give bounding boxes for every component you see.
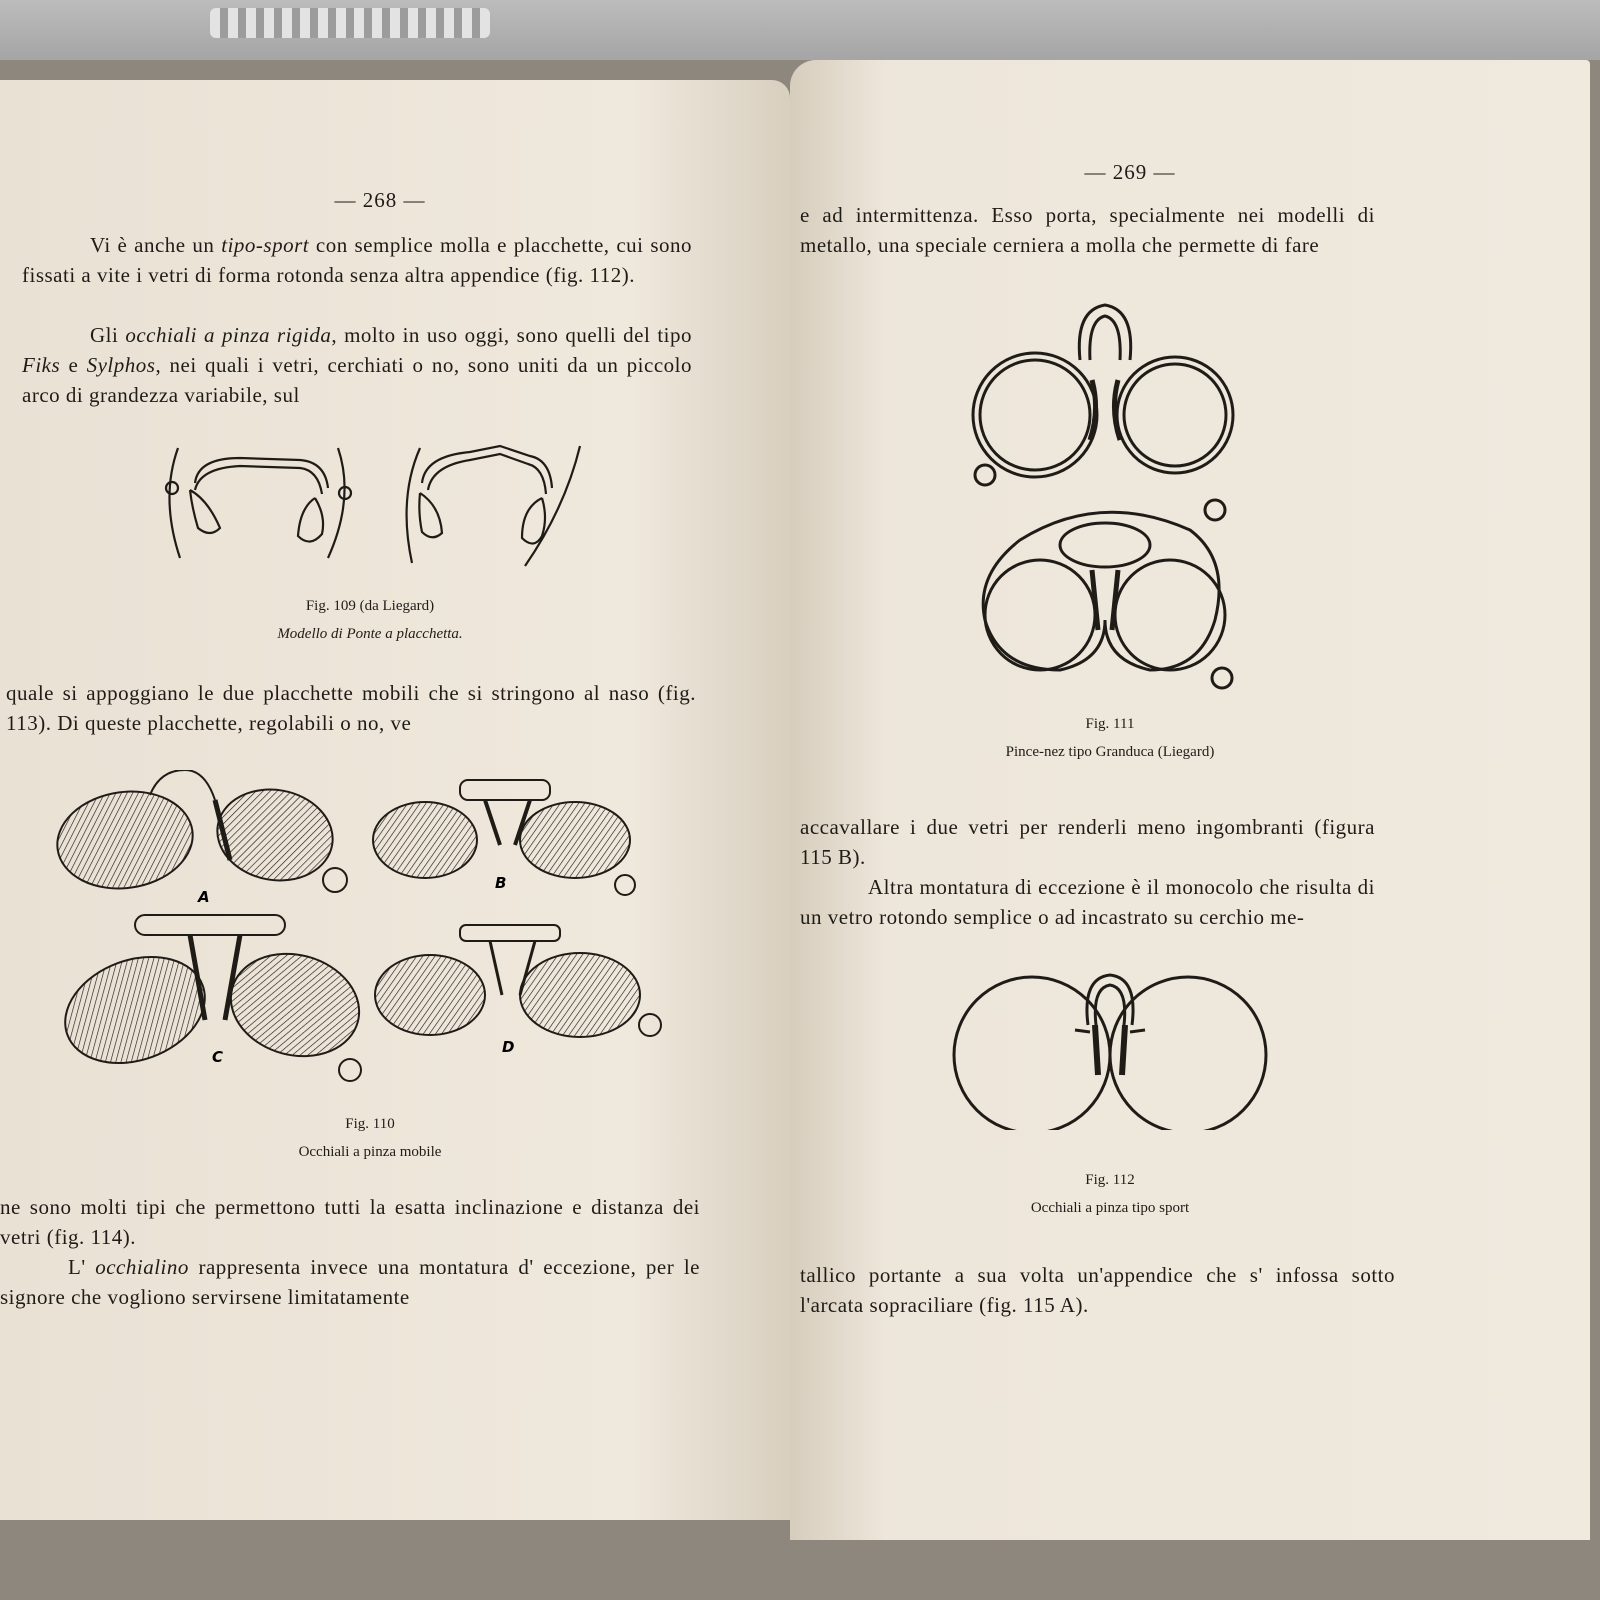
zipper-bag-background (0, 0, 1600, 60)
left-paragraph-5: L' occhialino rappresenta invece una montatura d' eccezione, per le signore che vogliono servirsene limitatamente (0, 1255, 700, 1309)
right-page (790, 60, 1590, 1540)
right-paragraph-4: tallico portante a sua volta un'appendice che s' infossa sotto l'arcata sopraciliare (fig. 115 A). (800, 1263, 1395, 1317)
figure-112-sport-pince-nez-illustration (950, 970, 1270, 1130)
right-paragraph-3: Altra montatura di eccezione è il monocolo che risulta di un vetro rotondo semplice o ad incastrato su cerchio me- (800, 875, 1375, 929)
figure-110-subcaption: Occhiali a pinza mobile (298, 1144, 442, 1160)
page-number-269: — 269 — (1084, 160, 1176, 184)
figure-110-label-a: A (198, 888, 210, 906)
left-paragraph-3: quale si appoggiano le due placchette mobili che si stringono al naso (fig. 113). Di queste placchette, regolabili o no, ve (6, 681, 696, 735)
figure-110-label-d: D (502, 1038, 515, 1056)
figure-112-subcaption: Occhiali a pinza tipo sport (1030, 1200, 1190, 1216)
figure-109-bridge-illustration (150, 438, 590, 588)
figure-110-label-b: B (495, 874, 507, 892)
figure-110-label-c: C (212, 1048, 224, 1066)
right-paragraph-1: e ad intermittenza. Esso porta, specialmente nei modelli di metallo, una speciale cerniera a molla che permette di fare (800, 203, 1375, 257)
page-number-268: — 268 — (334, 188, 426, 212)
figure-109-caption (200, 592, 540, 648)
figure-109-subcaption: Modello di Ponte a placchetta. (277, 626, 463, 642)
left-paragraph-4: ne sono molti tipi che permettono tutti la esatta inclinazione e distanza dei vetri (fig. 114). (0, 1195, 700, 1249)
figure-110-pince-nez-illustration (40, 770, 680, 1100)
figure-110-caption (210, 1110, 530, 1166)
figure-112-label: Fig. 112 (1085, 1172, 1135, 1188)
zipper-teeth (210, 8, 490, 38)
left-paragraph-1: Vi è anche un tipo-sport con semplice molla e placchette, cui sono fissati a vite i vetri di forma rotonda senza altra appendice (fig. 112). (22, 233, 692, 287)
figure-111-pince-nez-granduca-illustration (960, 300, 1250, 700)
right-paragraph-2: accavallare i due vetri per renderli meno ingombranti (figura 115 B). (800, 815, 1375, 869)
figure-111-subcaption: Pince-nez tipo Granduca (Liegard) (1005, 744, 1215, 760)
left-page (0, 80, 790, 1520)
figure-111-label: Fig. 111 (1085, 716, 1135, 732)
figure-109-label: Fig. 109 (da Liegard) (305, 598, 435, 614)
figure-112-caption (940, 1166, 1280, 1222)
left-paragraph-2: Gli occhiali a pinza rigida, molto in uso oggi, sono quelli del tipo Fiks e Sylphos, nei quali i vetri, cerchiati o no, sono uniti da un piccolo arco di grandezza variabile, sul (22, 323, 692, 407)
figure-111-caption (930, 710, 1290, 766)
figure-110-label: Fig. 110 (345, 1116, 395, 1132)
